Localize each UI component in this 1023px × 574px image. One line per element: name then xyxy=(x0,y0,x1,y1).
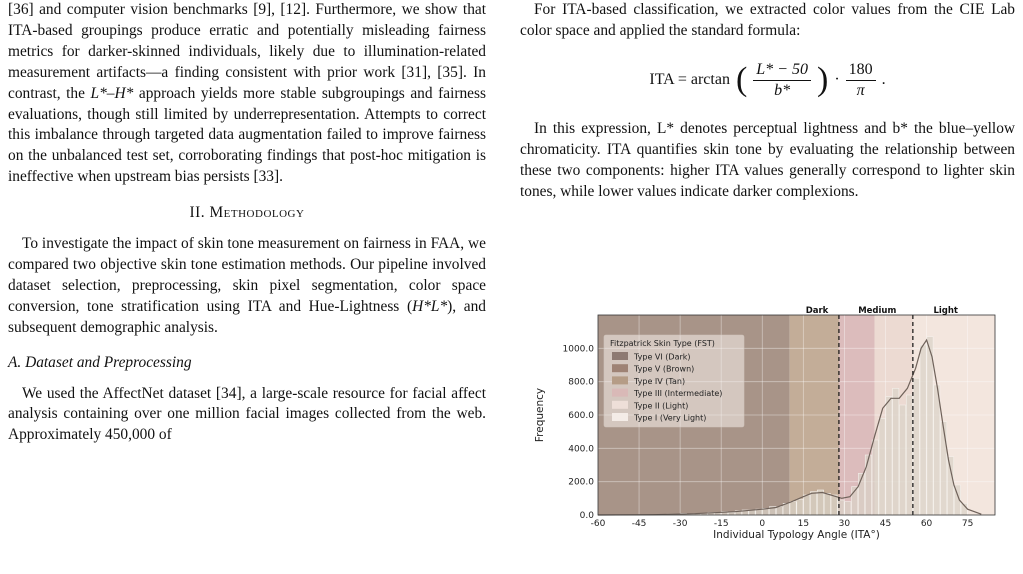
group-label-dark: Dark xyxy=(805,306,829,316)
legend-entry: Type V (Brown) xyxy=(634,364,695,374)
y-tick-label: 800.0 xyxy=(568,377,594,388)
histogram-bar xyxy=(899,405,905,515)
group-label-light: Light xyxy=(933,306,958,316)
equation-fraction-2 xyxy=(846,60,876,101)
legend-entry: Type III (Intermediate) xyxy=(634,389,723,399)
histogram-bar xyxy=(865,455,871,515)
x-axis-label: Individual Typology Angle (ITA°) xyxy=(713,529,880,541)
legend-entry: Type II (Light) xyxy=(634,401,689,411)
y-tick-label: 400.0 xyxy=(568,444,594,455)
legend-swatch xyxy=(612,352,628,360)
histogram-bar xyxy=(941,422,947,515)
histogram-bar xyxy=(824,493,830,515)
legend-swatch xyxy=(612,389,628,397)
y-tick-label: 1000.0 xyxy=(562,344,594,355)
x-tick-label: -60 xyxy=(590,519,606,529)
histogram-bar xyxy=(810,492,816,515)
y-tick-label: 600.0 xyxy=(568,411,594,421)
histogram-bar xyxy=(804,495,810,515)
section-heading: II. Methodology xyxy=(189,204,305,222)
histogram-bar xyxy=(879,418,885,515)
y-axis-label: Frequency xyxy=(534,387,546,443)
legend-entry: Type VI (Dark) xyxy=(634,352,691,362)
right-column xyxy=(520,0,1015,202)
equation-denominator-1: b* xyxy=(774,81,791,99)
equation-numerator-1: L* − 50 xyxy=(753,60,811,81)
histogram-bar xyxy=(927,337,933,515)
legend-title: Fitzpatrick Skin Type (FST) xyxy=(610,339,715,348)
x-tick-label: 75 xyxy=(961,519,974,529)
equation-dot: · xyxy=(834,70,840,88)
equation-numerator-2: 180 xyxy=(846,60,876,81)
x-tick-label: 15 xyxy=(797,519,810,529)
legend-swatch xyxy=(612,376,628,384)
legend-swatch xyxy=(612,413,628,421)
group-label-medium: Medium xyxy=(858,306,897,316)
histogram-bar xyxy=(790,502,796,515)
histogram-bar xyxy=(797,499,803,515)
ita-equation: ITA = arctan ( $\frac{L* - 50}{b*}$ ) · $\frac{180}{\pi}$ . xyxy=(649,60,886,99)
y-tick-label: 200.0 xyxy=(568,477,594,488)
x-tick-label: -15 xyxy=(713,519,729,529)
histogram-bar xyxy=(947,457,953,515)
right-paragraph-2: In this expression, L* denotes perceptual lightness and b* the blue–yellow chromaticity. ITA quantifies skin tone by evaluating the relationship between these two components: higher ITA values generally correspond to lighter skin tones, while lower values indicate darker complexions. xyxy=(520,119,1015,200)
legend-entry: Type IV (Tan) xyxy=(634,376,686,386)
histogram-bar xyxy=(776,507,782,515)
equation-denominator-2: π xyxy=(856,81,865,99)
histogram-bar xyxy=(920,345,926,515)
histogram-bar xyxy=(845,502,851,515)
left-paragraph-1: [36] and computer vision benchmarks [9], [12]. Furthermore, we show that ITA-based groupings produce erratic and potentially misleading fairness metrics for darker-skinned individuals, likely due to illumination-related measurement artifacts—a finding consistent with prior work [31], [35]. In contrast, the L*–H* approach yields more stable subgroupings and fairness evaluations, though still limited by underrepresentation. Attempts to correct this imbalance through targeted data augmentation failed to improve fairness on the unbalanced test set, corroborating findings that post-hoc mitigation is ineffective when upstream bias persists [33]. xyxy=(8,1,486,186)
x-tick-label: 30 xyxy=(838,519,851,529)
histogram-bar xyxy=(913,378,919,515)
left-paragraph-2: To investigate the impact of skin tone measurement on fairness in FAA, we compared two objective skin tone estimation methods. Our pipeline involved dataset selection, preprocessing, skin pixel segmentation, color space conversion, tone stratification using ITA and Hue-Lightness (H*L*), and subsequent demographic analysis. xyxy=(8,235,486,336)
histogram-bar xyxy=(872,440,878,515)
x-tick-label: 0 xyxy=(759,519,766,529)
histogram-bar xyxy=(831,495,837,515)
legend-swatch xyxy=(612,401,628,409)
x-tick-label: -45 xyxy=(631,519,647,529)
x-tick-label: 45 xyxy=(879,519,892,529)
legend-swatch xyxy=(612,364,628,372)
histogram-bar xyxy=(893,388,899,515)
x-tick-label: 60 xyxy=(920,519,933,529)
histogram-bar xyxy=(934,385,940,515)
left-column xyxy=(8,0,486,446)
x-tick-label: -30 xyxy=(672,519,688,529)
left-paragraph-3: We used the AffectNet dataset [34], a large-scale resource for facial affect analysis containing over one million facial images collected from the web. Approximately 450,000 of xyxy=(8,384,486,444)
histogram-bar xyxy=(906,395,912,515)
legend-entry: Type I (Very Light) xyxy=(634,413,707,423)
ita-histogram-chart xyxy=(525,305,1005,555)
subsection-heading: A. Dataset and Preprocessing xyxy=(8,353,192,371)
equation-lhs: ITA = arctan xyxy=(649,70,730,88)
equation-fraction-1 xyxy=(753,60,811,101)
histogram-bar xyxy=(817,490,823,515)
y-tick-label: 0.0 xyxy=(579,511,594,521)
right-paragraph-1: For ITA-based classification, we extracted color values from the CIE Lab color space and applied the standard formula: xyxy=(520,1,1015,39)
histogram-bar xyxy=(886,397,892,515)
